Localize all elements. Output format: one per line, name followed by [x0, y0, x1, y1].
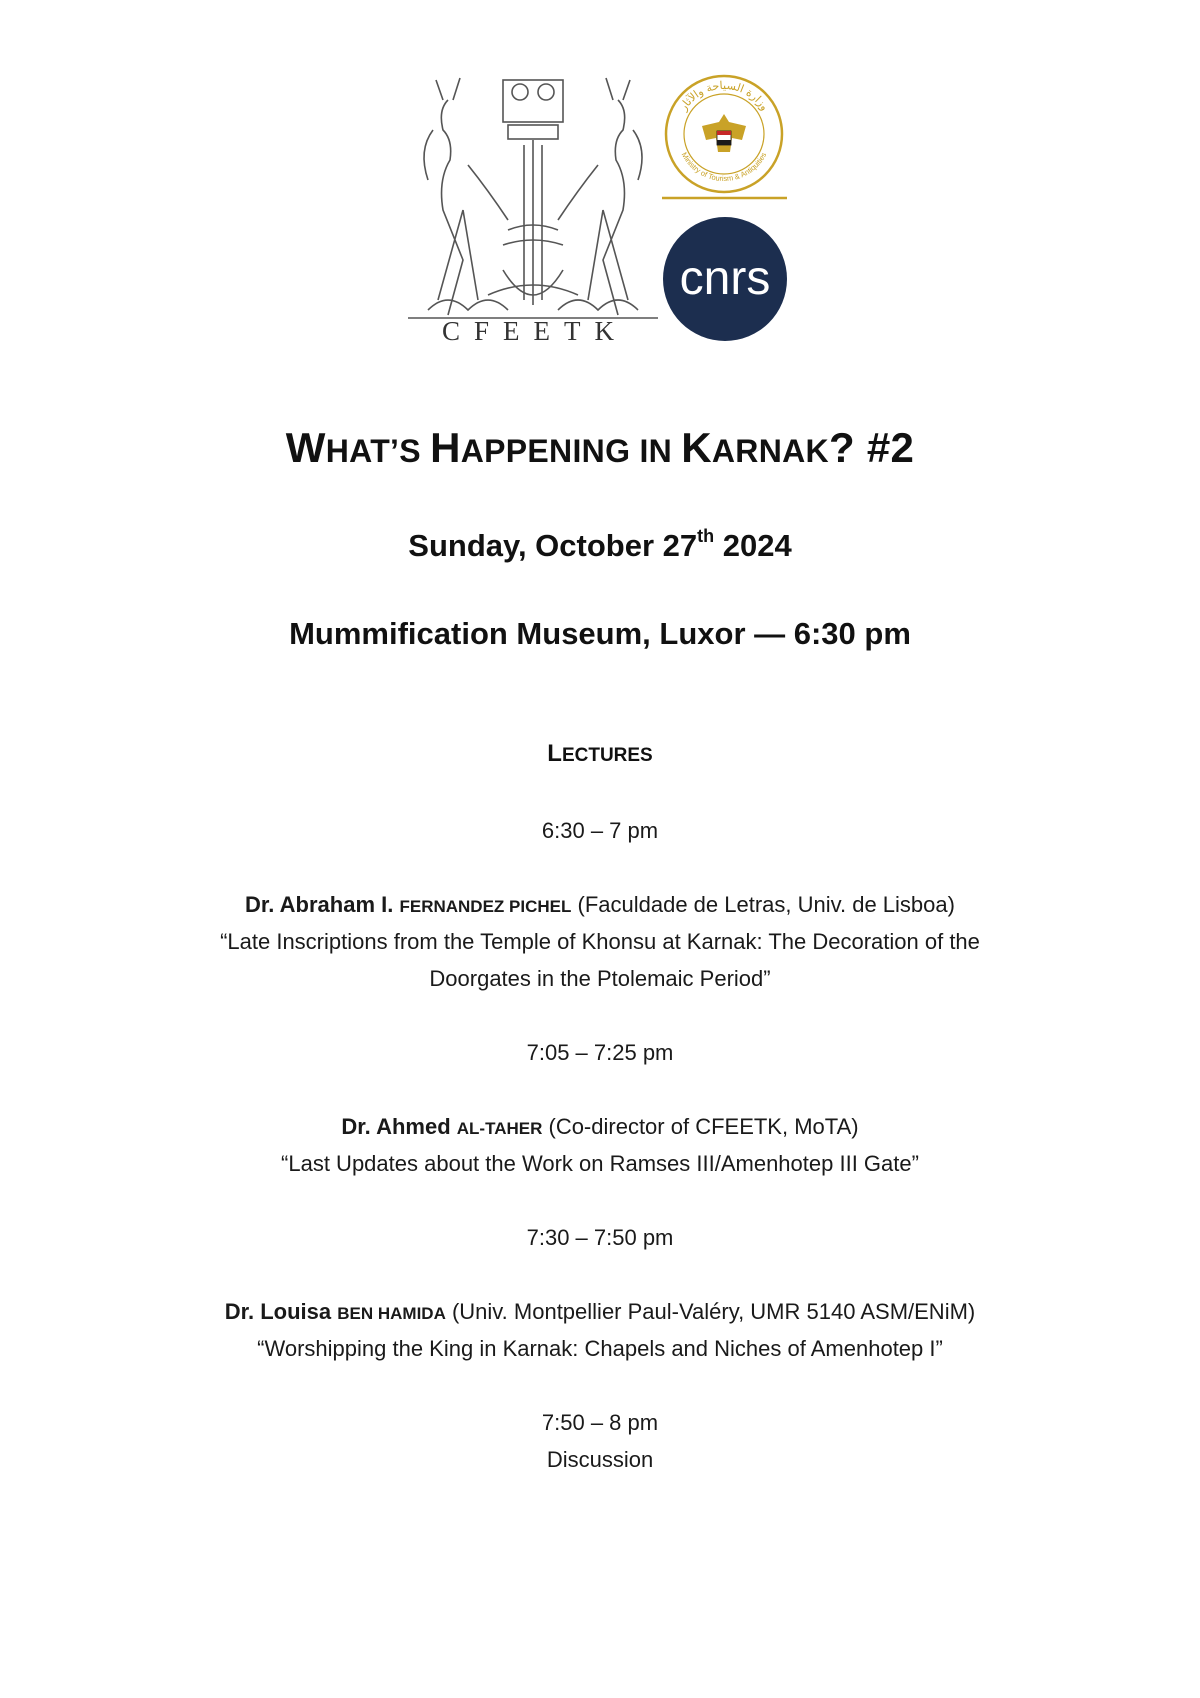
event-venue: Mummification Museum, Luxor — 6:30 pm	[289, 616, 911, 651]
lecture-speaker: Dr. Louisa BEN HAMIDA (Univ. Montpellier Paul-Valéry, UMR 5140 ASM/ENiM)	[224, 1299, 976, 1324]
cnrs-wordmark: cnrs	[679, 252, 771, 305]
ministry-seal-icon	[657, 72, 792, 212]
lecture-title: “Worshipping the King in Karnak: Chapels and Niches of Amenhotep I”	[257, 1336, 943, 1361]
cfeetk-emblem-icon	[408, 70, 658, 350]
lecture-time: 7:05 – 7:25 pm	[526, 1040, 674, 1065]
ministry-arabic-text: وزارة السياحة والآثار	[676, 78, 772, 113]
lecture-speaker: Dr. Ahmed AL-TAHER (Co-director of CFEETK, MoTA)	[341, 1114, 859, 1139]
lecture-title: “Last Updates about the Work on Ramses III/Amenhotep III Gate”	[281, 1151, 919, 1176]
closing-time: 7:50 – 8 pm	[541, 1410, 659, 1435]
lecture-time: 7:30 – 7:50 pm	[526, 1225, 674, 1250]
cfeetk-wordmark: CFEETK	[441, 316, 628, 346]
logo-area	[0, 0, 1200, 360]
lecture-title: “Late Inscriptions from the Temple of Khonsu at Karnak: The Decoration of the	[220, 929, 980, 954]
closing-label: Discussion	[546, 1447, 654, 1472]
lecture-title: Doorgates in the Ptolemaic Period”	[429, 966, 771, 991]
svg-text:Ministry of Tourism & Antiquit	[680, 151, 769, 183]
section-heading-lectures: LECTURES	[547, 740, 653, 767]
svg-text:وزارة السياحة والآثار	[676, 79, 771, 114]
ministry-english-text: Ministry of Tourism & Antiquities	[679, 150, 769, 184]
lecture-speaker: Dr. Abraham I. FERNANDEZ PICHEL (Faculdade de Letras, Univ. de Lisboa)	[245, 892, 955, 917]
event-date: Sunday, October 27th 2024	[408, 526, 792, 563]
page-title: WHAT’S HAPPENING IN KARNAK? #2	[285, 424, 915, 471]
cnrs-logo-icon	[660, 214, 790, 344]
lecture-time: 6:30 – 7 pm	[541, 818, 659, 843]
